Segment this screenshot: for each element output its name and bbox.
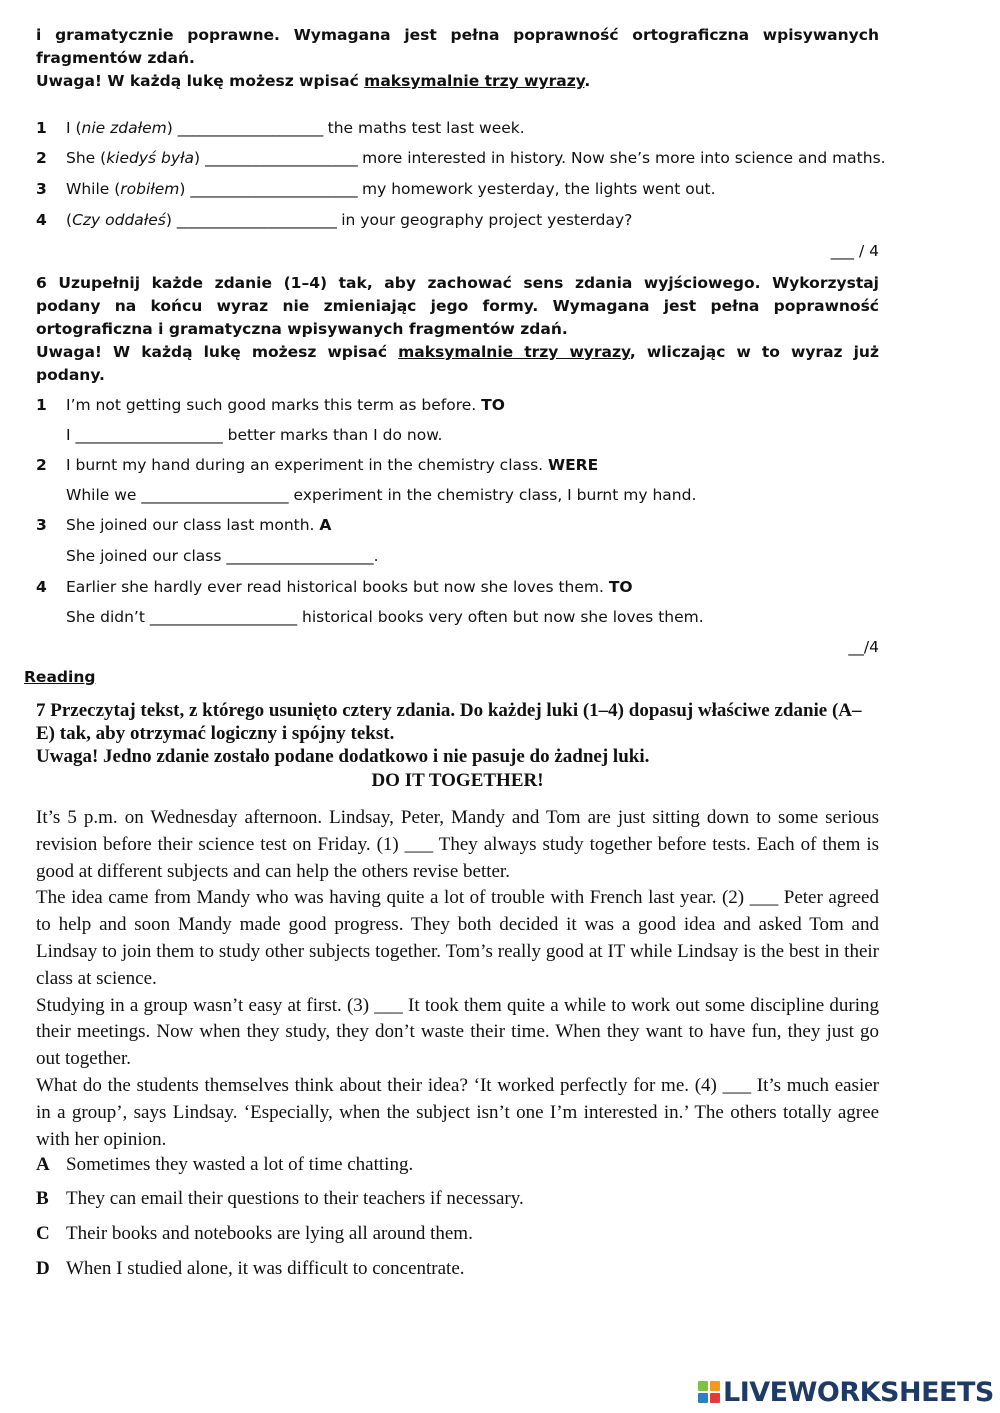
- item-rest: the maths test last week.: [322, 119, 525, 137]
- section6-note: [36, 341, 879, 387]
- option-text: Their books and notebooks are lying all around them.: [66, 1223, 473, 1244]
- item-number: 4: [36, 211, 47, 229]
- section5-note: [36, 70, 879, 93]
- section6-item-2: [36, 455, 598, 475]
- rewrite-pre: She joined our class: [66, 547, 227, 565]
- section7-instruction-text: 7 Przeczytaj tekst, z którego usunięto cztery zdania. Do każdej luki (1–4) dopasuj właściwe zdanie (A–E) tak, aby otrzymać logiczny i spójny tekst.: [36, 700, 862, 744]
- item-keyword: WERE: [548, 456, 599, 474]
- passage-paragraph-1: It’s 5 p.m. on Wednesday afternoon. Lindsay, Peter, Mandy and Tom are just sitting down to some serious revision before their science test on Friday. (1) ___ They always study together before tests. Each of them is good at different subjects and can help the others revise better.: [36, 807, 879, 882]
- section6-item-4: [36, 577, 633, 597]
- section6-rewrite-3: [66, 546, 379, 566]
- reading-title: DO IT TOGETHER!: [371, 770, 544, 791]
- item-post: ): [165, 211, 177, 229]
- section5-item-1: [36, 118, 525, 138]
- rewrite-pre: I: [66, 426, 76, 444]
- rewrite-post: experiment in the chemistry class, I burnt my hand.: [288, 486, 697, 504]
- section6-instruction-text: 6 Uzupełnij każde zdanie (1–4) tak, aby zachować sens zdania wyjściowego. Wykorzystaj podany na końcu wyraz nie zmieniając jego formy. Wymagana jest pełna poprawność ortograficzna i gramatyczna wpisywanych fragmentów zdań.: [36, 274, 879, 338]
- item-sentence: I burnt my hand during an experiment in the chemistry class.: [66, 456, 548, 474]
- item-hint: robiłem: [120, 180, 180, 198]
- item-hint: Czy oddałeś: [72, 211, 166, 229]
- liveworksheets-mark-icon: [698, 1381, 720, 1403]
- section5-instruction: [36, 24, 879, 93]
- item-sentence: She joined our class last month.: [66, 516, 320, 534]
- item-hint: nie zdałem: [81, 119, 167, 137]
- answer-gap[interactable]: ____________________: [177, 119, 323, 137]
- note-limit: maksymalnie trzy wyrazy: [398, 343, 630, 361]
- item-number: 4: [36, 578, 47, 596]
- answer-gap[interactable]: ___________________: [226, 547, 374, 565]
- item-pre: She (: [66, 149, 107, 167]
- item-number: 1: [36, 396, 47, 414]
- answer-gap[interactable]: ______________________: [176, 211, 337, 229]
- answer-option-d: [36, 1257, 465, 1281]
- rewrite-post: historical books very often but now she loves them.: [297, 608, 704, 626]
- item-number: 3: [36, 180, 47, 198]
- rewrite-post: .: [373, 547, 379, 565]
- section6-item-3: [36, 515, 331, 535]
- item-pre: I (: [66, 119, 82, 137]
- rewrite-pre: She didn’t: [66, 608, 150, 626]
- section5-instruction-text: i gramatycznie poprawne. Wymagana jest pełna poprawność ortograficzna wpisywanych fragmentów zdań.: [36, 26, 879, 67]
- item-post: ): [166, 119, 178, 137]
- item-sentence: I’m not getting such good marks this term as before.: [66, 396, 482, 414]
- note-prefix: Uwaga! W każdą lukę możesz wpisać: [36, 72, 365, 90]
- item-number: 1: [36, 119, 47, 137]
- option-text: Sometimes they wasted a lot of time chatting.: [66, 1154, 414, 1175]
- item-rest: more interested in history. Now she’s more into science and maths.: [357, 149, 886, 167]
- section5-item-3: [36, 179, 716, 199]
- option-letter: D: [36, 1258, 50, 1279]
- item-pre: (: [66, 211, 73, 229]
- item-sentence: Earlier she hardly ever read historical books but now she loves them.: [66, 578, 609, 596]
- liveworksheets-logo: [698, 1376, 994, 1408]
- answer-gap[interactable]: ___________________: [141, 486, 289, 504]
- passage-paragraph-2: The idea came from Mandy who was having quite a lot of trouble with French last year. (2) ___ Peter agreed to help and soon Mandy made good progress. They both decided it was a good idea and asked Tom and Lindsay to join them to study other subjects together. Tom’s really good at IT while Lindsay is the best in their class at science.: [36, 887, 879, 989]
- section7-note: Uwaga! Jedno zdanie zostało podane dodatkowo i nie pasuje do żadnej luki.: [36, 746, 650, 767]
- passage-paragraph-3: Studying in a group wasn’t easy at first. (3) ___ It took them quite a while to work out some discipline during their meetings. Now when they study, they don’t waste their time. When they want to have fun, they just go out together.: [36, 994, 879, 1070]
- option-text: When I studied alone, it was difficult to concentrate.: [66, 1258, 465, 1279]
- item-keyword: TO: [481, 396, 505, 414]
- item-rest: my homework yesterday, the lights went out.: [357, 180, 716, 198]
- section5-item-4: [36, 210, 632, 230]
- item-keyword: A: [319, 516, 332, 534]
- section6-rewrite-1: [66, 425, 442, 445]
- item-keyword: TO: [608, 578, 633, 596]
- section6-item-1: [36, 395, 505, 415]
- section5-item-2: [36, 148, 886, 168]
- item-post: ): [193, 149, 205, 167]
- reading-heading: Reading: [24, 668, 96, 686]
- item-rest: in your geography project yesterday?: [336, 211, 633, 229]
- liveworksheets-wordmark: LIVEWORKSHEETS: [723, 1376, 994, 1408]
- item-number: 2: [36, 149, 47, 167]
- item-post: ): [179, 180, 191, 198]
- answer-option-b: [36, 1187, 524, 1211]
- passage-paragraph-4: What do the students themselves think about their idea? ‘It worked perfectly for me. (4) ___ It’s much easier in a group’, says Lindsay. ‘Especially, when the subject isn’t one I’m interested in.’ The others totally agree with her opinion.: [36, 1074, 879, 1150]
- note-limit: maksymalnie trzy wyrazy: [364, 72, 585, 90]
- item-number: 3: [36, 516, 47, 534]
- answer-gap[interactable]: ___________________: [75, 426, 223, 444]
- section6-instruction: [36, 272, 879, 387]
- section6-score: __/4: [848, 638, 879, 656]
- item-hint: kiedyś była: [106, 149, 194, 167]
- answer-option-c: [36, 1222, 473, 1246]
- item-number: 2: [36, 456, 47, 474]
- answer-gap[interactable]: ___________________: [149, 608, 298, 626]
- section6-rewrite-4: [66, 607, 704, 627]
- option-text: They can email their questions to their teachers if necessary.: [66, 1188, 524, 1209]
- section7-instruction: [36, 699, 879, 768]
- answer-gap[interactable]: _____________________: [204, 149, 358, 167]
- answer-gap[interactable]: _______________________: [190, 180, 358, 198]
- note-suffix: , wliczając w to wyraz już podany.: [36, 343, 879, 384]
- rewrite-pre: While we: [66, 486, 142, 504]
- note-prefix: Uwaga! W każdą lukę możesz wpisać: [36, 343, 399, 361]
- rewrite-post: better marks than I do now.: [222, 426, 443, 444]
- option-letter: B: [36, 1188, 49, 1209]
- section6-rewrite-2: [66, 485, 696, 505]
- reading-passage: [36, 805, 879, 1153]
- note-suffix: .: [584, 72, 591, 90]
- option-letter: A: [36, 1154, 50, 1175]
- section5-score: ___ / 4: [830, 242, 879, 260]
- answer-option-a: [36, 1153, 413, 1177]
- item-pre: While (: [66, 180, 121, 198]
- option-letter: C: [36, 1223, 50, 1244]
